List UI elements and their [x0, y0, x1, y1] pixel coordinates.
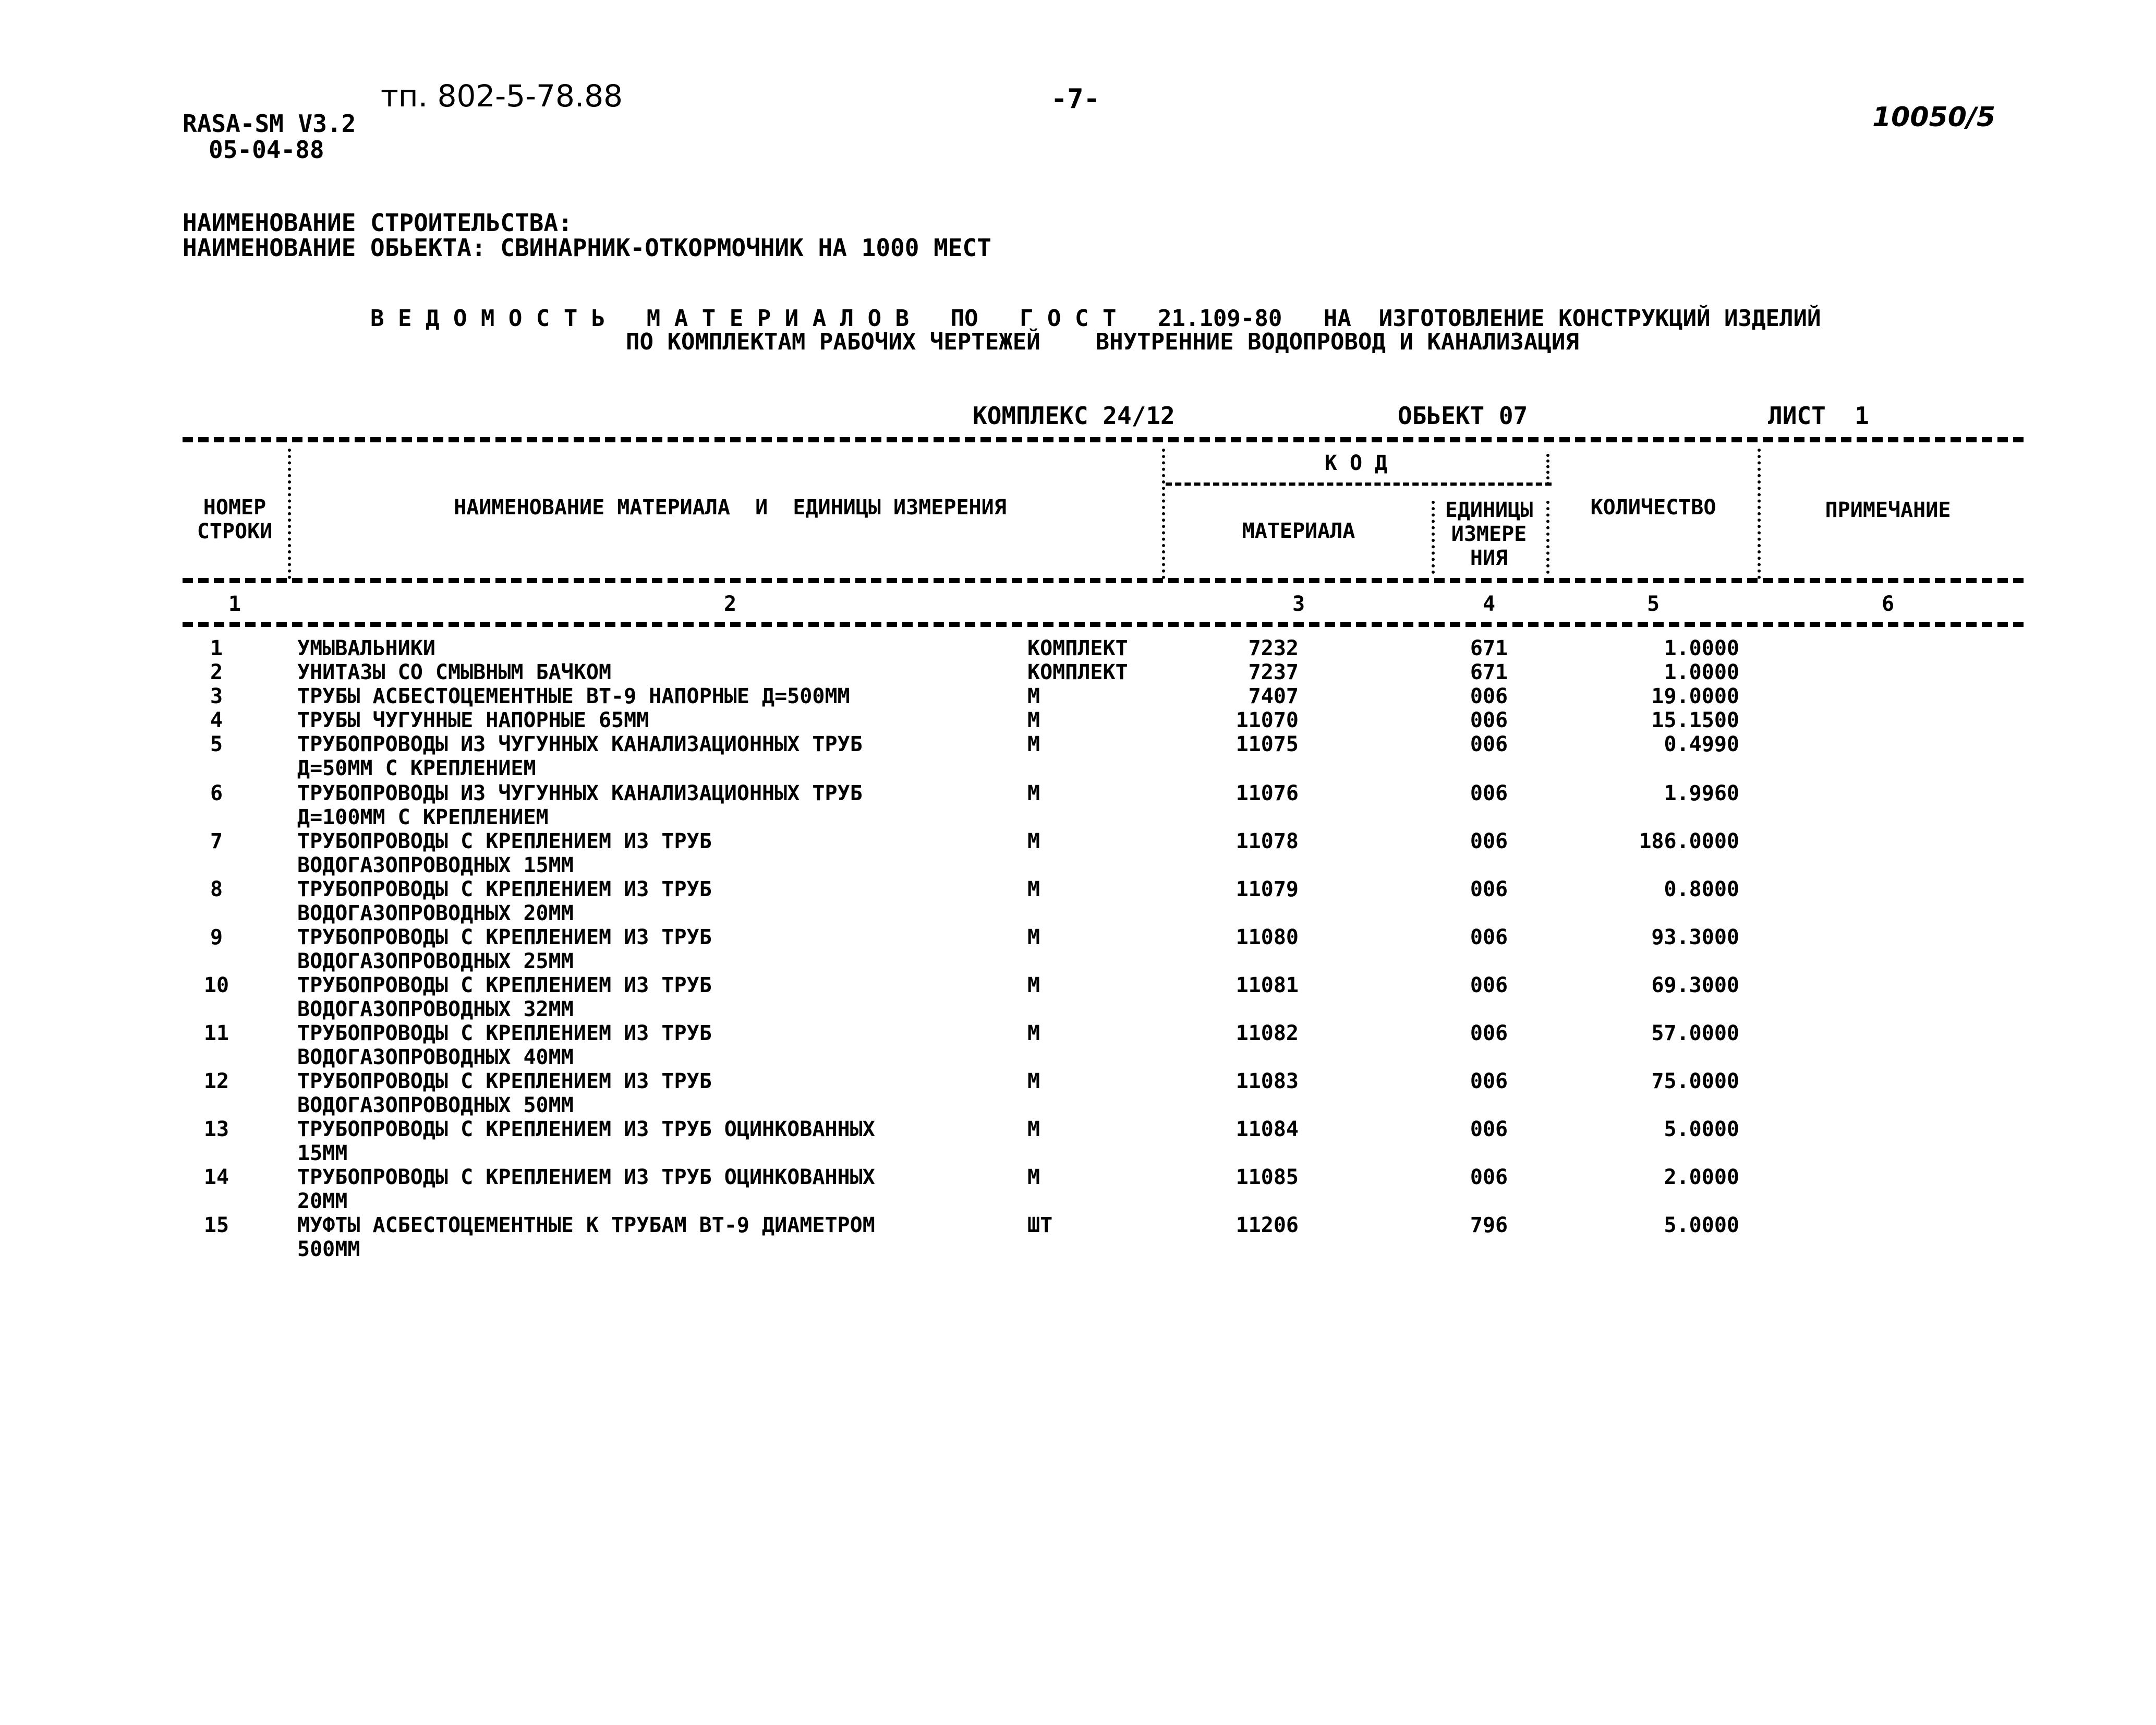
- unit-of-measure: М: [1027, 1165, 1040, 1189]
- unit-code: 006: [1470, 732, 1508, 756]
- material-code: 11084: [1236, 1117, 1299, 1141]
- row-number: 9: [210, 925, 223, 949]
- material-code: 11083: [1236, 1069, 1299, 1093]
- quantity: 186.0000: [1639, 829, 1739, 853]
- material-name: ТРУБОПРОВОДЫ С КРЕПЛЕНИЕМ ИЗ ТРУБ ОЦИНКОВАННЫХ 20ММ: [297, 1165, 875, 1213]
- col-sep-1: [288, 449, 291, 579]
- quantity: 2.0000: [1664, 1165, 1739, 1189]
- material-code: 11085: [1236, 1165, 1299, 1189]
- object-name: НАИМЕНОВАНИЕ ОБЬЕКТА: СВИНАРНИК-ОТКОРМОЧНИК НА 1000 МЕСТ: [183, 234, 991, 262]
- header-bottom-rule: [183, 578, 2024, 583]
- quantity: 1.9960: [1664, 781, 1739, 805]
- unit-of-measure: М: [1027, 1021, 1040, 1045]
- header-note: ПРИМЕЧАНИЕ: [1825, 498, 1951, 522]
- material-code: 7407: [1248, 684, 1299, 708]
- colnum-3: 3: [1292, 592, 1305, 616]
- material-code: 11082: [1236, 1021, 1299, 1045]
- unit-code: 006: [1470, 925, 1508, 949]
- row-number: 10: [203, 973, 229, 997]
- quantity: 1.0000: [1664, 636, 1739, 660]
- colnum-5: 5: [1646, 592, 1660, 616]
- complex-label: КОМПЛЕКС 24/12: [973, 402, 1175, 430]
- col-sep-6: [1758, 449, 1761, 579]
- row-number: 5: [210, 732, 223, 756]
- material-name: МУФТЫ АСБЕСТОЦЕМЕНТНЫЕ К ТРУБАМ ВТ-9 ДИАМЕТРОМ 500ММ: [297, 1213, 875, 1261]
- quantity: 93.3000: [1651, 925, 1739, 949]
- material-code: 11080: [1236, 925, 1299, 949]
- unit-code: 006: [1470, 829, 1508, 853]
- col-sep-2: [1162, 449, 1165, 579]
- unit-code: 006: [1470, 1165, 1508, 1189]
- row-number: 8: [210, 877, 223, 901]
- material-name: ТРУБЫ АСБЕСТОЦЕМЕНТНЫЕ ВТ-9 НАПОРНЫЕ Д=500ММ: [297, 684, 850, 708]
- unit-of-measure: М: [1027, 829, 1040, 853]
- material-name: ТРУБОПРОВОДЫ С КРЕПЛЕНИЕМ ИЗ ТРУБ ВОДОГАЗОПРОВОДНЫХ 25ММ: [297, 925, 712, 973]
- material-name: ТРУБОПРОВОДЫ С КРЕПЛЕНИЕМ ИЗ ТРУБ ОЦИНКОВАННЫХ 15ММ: [297, 1117, 875, 1165]
- row-number: 4: [210, 708, 223, 732]
- row-number: 15: [203, 1213, 229, 1237]
- row-number: 14: [203, 1165, 229, 1189]
- unit-code: 006: [1470, 1117, 1508, 1141]
- row-number: 3: [210, 684, 223, 708]
- quantity: 5.0000: [1664, 1213, 1739, 1237]
- colnum-1: 1: [228, 592, 241, 616]
- unit-code: 006: [1470, 781, 1508, 805]
- material-name: ТРУБОПРОВОДЫ ИЗ ЧУГУННЫХ КАНАЛИЗАЦИОННЫХ ТРУБ Д=100ММ С КРЕПЛЕНИЕМ: [297, 781, 863, 829]
- unit-code: 006: [1470, 684, 1508, 708]
- quantity: 0.4990: [1664, 732, 1739, 756]
- material-code: 11075: [1236, 732, 1299, 756]
- unit-of-measure: М: [1027, 684, 1040, 708]
- material-code: 11206: [1236, 1213, 1299, 1237]
- code-divider-rule: [1166, 482, 1552, 486]
- material-name: ТРУБОПРОВОДЫ С КРЕПЛЕНИЕМ ИЗ ТРУБ ВОДОГАЗОПРОВОДНЫХ 32ММ: [297, 973, 712, 1021]
- unit-code: 006: [1470, 1069, 1508, 1093]
- quantity: 5.0000: [1664, 1117, 1739, 1141]
- col-sep-3: [1546, 454, 1549, 485]
- unit-of-measure: М: [1027, 925, 1040, 949]
- unit-code: 671: [1470, 660, 1508, 684]
- quantity: 1.0000: [1664, 660, 1739, 684]
- quantity: 69.3000: [1651, 973, 1739, 997]
- quantity: 57.0000: [1651, 1021, 1739, 1045]
- quantity: 75.0000: [1651, 1069, 1739, 1093]
- sheet-label: ЛИСТ 1: [1768, 402, 1869, 430]
- construction-name: НАИМЕНОВАНИЕ СТРОИТЕЛЬСТВА:: [183, 209, 573, 237]
- row-number: 12: [203, 1069, 229, 1093]
- colnum-4: 4: [1482, 592, 1496, 616]
- row-number: 2: [210, 660, 223, 684]
- document-number: 10050/5: [1872, 102, 1996, 133]
- material-code: 7237: [1248, 660, 1299, 684]
- unit-of-measure: М: [1027, 1117, 1040, 1141]
- unit-code: 006: [1470, 877, 1508, 901]
- header-code-material: МАТЕРИАЛА: [1242, 519, 1355, 543]
- material-code: 11076: [1236, 781, 1299, 805]
- unit-of-measure: М: [1027, 708, 1040, 732]
- table-top-rule: [183, 437, 2024, 442]
- material-code: 11078: [1236, 829, 1299, 853]
- unit-code: 006: [1470, 708, 1508, 732]
- row-number: 11: [203, 1021, 229, 1045]
- unit-code: 796: [1470, 1213, 1508, 1237]
- page-number: -7-: [1051, 83, 1100, 115]
- colnum-bottom-rule: [183, 622, 2024, 627]
- col-sep-5: [1546, 501, 1549, 574]
- system-date: 05-04-88: [209, 136, 324, 164]
- material-code: 7232: [1248, 636, 1299, 660]
- quantity: 19.0000: [1651, 684, 1739, 708]
- header-code: К О Д: [1324, 451, 1388, 475]
- header-code-unit: ЕДИНИЦЫ ИЗМЕРЕ НИЯ: [1445, 498, 1533, 570]
- unit-code: 671: [1470, 636, 1508, 660]
- unit-of-measure: М: [1027, 732, 1040, 756]
- colnum-2: 2: [723, 592, 737, 616]
- system-version: RASA-SM V3.2: [183, 110, 356, 138]
- unit-of-measure: ШТ: [1027, 1213, 1053, 1237]
- unit-code: 006: [1470, 1021, 1508, 1045]
- material-code: 11079: [1236, 877, 1299, 901]
- document-title: В Е Д О М О С Т Ь М А Т Е Р И А Л О В ПО Г О С Т 21.109-80 НА ИЗГОТОВЛЕНИЕ КОНСТРУКЦИЙ ИЗДЕЛИЙ: [370, 305, 1821, 332]
- unit-of-measure: М: [1027, 877, 1040, 901]
- row-number: 13: [203, 1117, 229, 1141]
- material-name: ТРУБОПРОВОДЫ С КРЕПЛЕНИЕМ ИЗ ТРУБ ВОДОГАЗОПРОВОДНЫХ 50ММ: [297, 1069, 712, 1117]
- header-quantity: КОЛИЧЕСТВО: [1590, 496, 1716, 520]
- unit-of-measure: М: [1027, 1069, 1040, 1093]
- header-material-name: НАИМЕНОВАНИЕ МАТЕРИАЛА И ЕДИНИЦЫ ИЗМЕРЕНИЯ: [454, 496, 1007, 520]
- quantity: 0.8000: [1664, 877, 1739, 901]
- unit-of-measure: М: [1027, 973, 1040, 997]
- material-name: УМЫВАЛЬНИКИ: [297, 636, 435, 660]
- material-name: ТРУБОПРОВОДЫ С КРЕПЛЕНИЕМ ИЗ ТРУБ ВОДОГАЗОПРОВОДНЫХ 40ММ: [297, 1021, 712, 1069]
- object-label: ОБЬЕКТ 07: [1398, 402, 1528, 430]
- material-code: 11070: [1236, 708, 1299, 732]
- header-row-number: НОМЕР СТРОКИ: [197, 496, 273, 544]
- unit-of-measure: М: [1027, 781, 1040, 805]
- quantity: 15.1500: [1651, 708, 1739, 732]
- material-name: УНИТАЗЫ СО СМЫВНЫМ БАЧКОМ: [297, 660, 612, 684]
- unit-of-measure: КОМПЛЕКТ: [1027, 636, 1128, 660]
- row-number: 1: [210, 636, 223, 660]
- unit-of-measure: КОМПЛЕКТ: [1027, 660, 1128, 684]
- unit-code: 006: [1470, 973, 1508, 997]
- row-number: 7: [210, 829, 223, 853]
- material-code: 11081: [1236, 973, 1299, 997]
- tp-number: тп. 802-5-78.88: [381, 78, 623, 114]
- material-name: ТРУБОПРОВОДЫ С КРЕПЛЕНИЕМ ИЗ ТРУБ ВОДОГАЗОПРОВОДНЫХ 15ММ: [297, 829, 712, 877]
- document-subtitle: ПО КОМПЛЕКТАМ РАБОЧИХ ЧЕРТЕЖЕЙ ВНУТРЕННИЕ ВОДОПРОВОД И КАНАЛИЗАЦИЯ: [626, 329, 1579, 355]
- material-name: ТРУБОПРОВОДЫ ИЗ ЧУГУННЫХ КАНАЛИЗАЦИОННЫХ ТРУБ Д=50ММ С КРЕПЛЕНИЕМ: [297, 732, 863, 780]
- material-name: ТРУБЫ ЧУГУННЫЕ НАПОРНЫЕ 65ММ: [297, 708, 649, 732]
- material-name: ТРУБОПРОВОДЫ С КРЕПЛЕНИЕМ ИЗ ТРУБ ВОДОГАЗОПРОВОДНЫХ 20ММ: [297, 877, 712, 925]
- colnum-6: 6: [1881, 592, 1895, 616]
- row-number: 6: [210, 781, 223, 805]
